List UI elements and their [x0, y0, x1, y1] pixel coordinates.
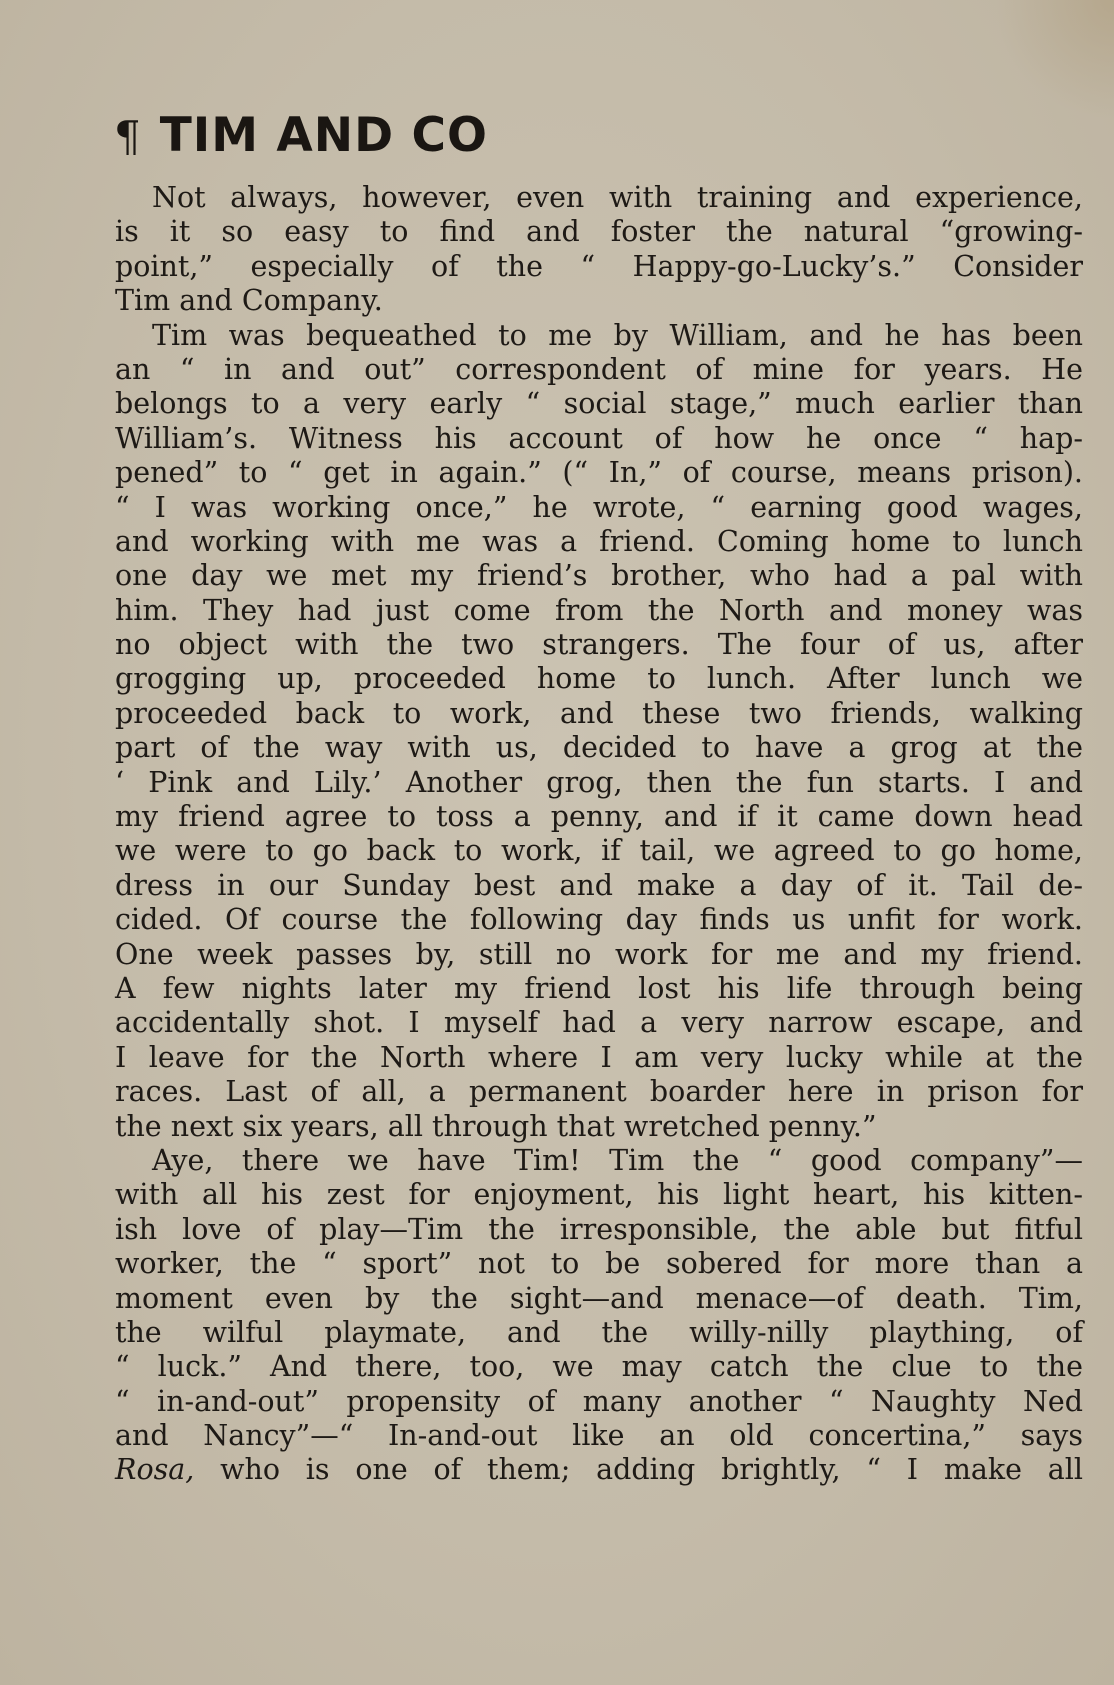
text-line: Not always, however, even with training and experience, — [152, 181, 1083, 214]
line-remainder: who is one of them; adding brightly, “ I make all — [194, 1453, 1083, 1487]
chapter-heading — [114, 108, 488, 165]
text-line: and Nancy”—“ In-and-out like an old concertina,” says — [115, 1419, 1083, 1453]
text-line: “ I was working once,” he wrote, “ earning good wages, — [115, 490, 1083, 524]
chapter-title: TIM AND CO — [159, 108, 488, 163]
text-line: part of the way with us, decided to have a grog at the — [115, 731, 1083, 765]
text-line: “ luck.” And there, too, we may catch the clue to the — [115, 1350, 1083, 1384]
text-line: worker, the “ sport” not to be sobered for more than a — [115, 1247, 1083, 1281]
text-line: grogging up, proceeded home to lunch. After lunch we — [115, 662, 1083, 696]
text-line: point,” especially of the “ Happy-go-Lucky’s.” Consider — [115, 249, 1083, 283]
text-line: an “ in and out” correspondent of mine for years. He — [115, 352, 1083, 386]
text-line: him. They had just come from the North and money was — [115, 593, 1083, 627]
text-line: the next six years, all through that wretched penny.” — [115, 1109, 877, 1143]
text-line: “ in-and-out” propensity of many another “ Naughty Ned — [115, 1384, 1083, 1418]
text-line: dress in our Sunday best and make a day of it. Tail de- — [115, 868, 1083, 902]
text-line: pened” to “ get in again.” (“ In,” of course, means prison). — [115, 456, 1083, 490]
text-line: with all his zest for enjoyment, his light heart, his kitten- — [115, 1178, 1083, 1212]
italic-name: Rosa, — [115, 1453, 195, 1487]
text-line: Aye, there we have Tim! Tim the “ good company”— — [152, 1143, 1083, 1177]
text-line: proceeded back to work, and these two friends, walking — [115, 696, 1083, 730]
text-line: William’s. Witness his account of how he once “ hap- — [115, 421, 1083, 455]
text-line — [115, 1453, 1083, 1487]
text-line: we were to go back to work, if tail, we agreed to go home, — [115, 834, 1083, 868]
text-line: I leave for the North where I am very lucky while at the — [115, 1040, 1083, 1074]
text-line: One week passes by, still no work for me and my friend. — [115, 937, 1083, 971]
pilcrow-icon: ¶ — [114, 112, 142, 161]
text-line: is it so easy to find and foster the natural “growing- — [115, 215, 1083, 249]
text-line: races. Last of all, a permanent boarder here in prison for — [115, 1075, 1083, 1109]
text-line: the wilful playmate, and the willy-nilly plaything, of — [115, 1315, 1083, 1349]
text-line: moment even by the sight—and menace—of death. Tim, — [115, 1281, 1083, 1315]
text-line: cided. Of course the following day finds us unfit for work. — [115, 903, 1083, 937]
text-line: no object with the two strangers. The four of us, after — [115, 628, 1083, 662]
body-text — [115, 181, 1083, 1488]
text-line: accidentally shot. I myself had a very narrow escape, and — [115, 1006, 1083, 1040]
text-line: my friend agree to toss a penny, and if it came down head — [115, 800, 1083, 834]
text-line: one day we met my friend’s brother, who had a pal with — [115, 559, 1083, 593]
text-line: ish love of play—Tim the irresponsible, the able but fitful — [115, 1212, 1083, 1246]
text-line: ‘ Pink and Lily.’ Another grog, then the fun starts. I and — [115, 765, 1083, 799]
text-line: A few nights later my friend lost his life through being — [115, 971, 1083, 1005]
text-line: and working with me was a friend. Coming home to lunch — [115, 524, 1083, 558]
text-line: Tim and Company. — [115, 284, 383, 318]
text-line: belongs to a very early “ social stage,” much earlier than — [115, 387, 1083, 421]
text-line: Tim was bequeathed to me by William, and he has been — [152, 318, 1083, 352]
